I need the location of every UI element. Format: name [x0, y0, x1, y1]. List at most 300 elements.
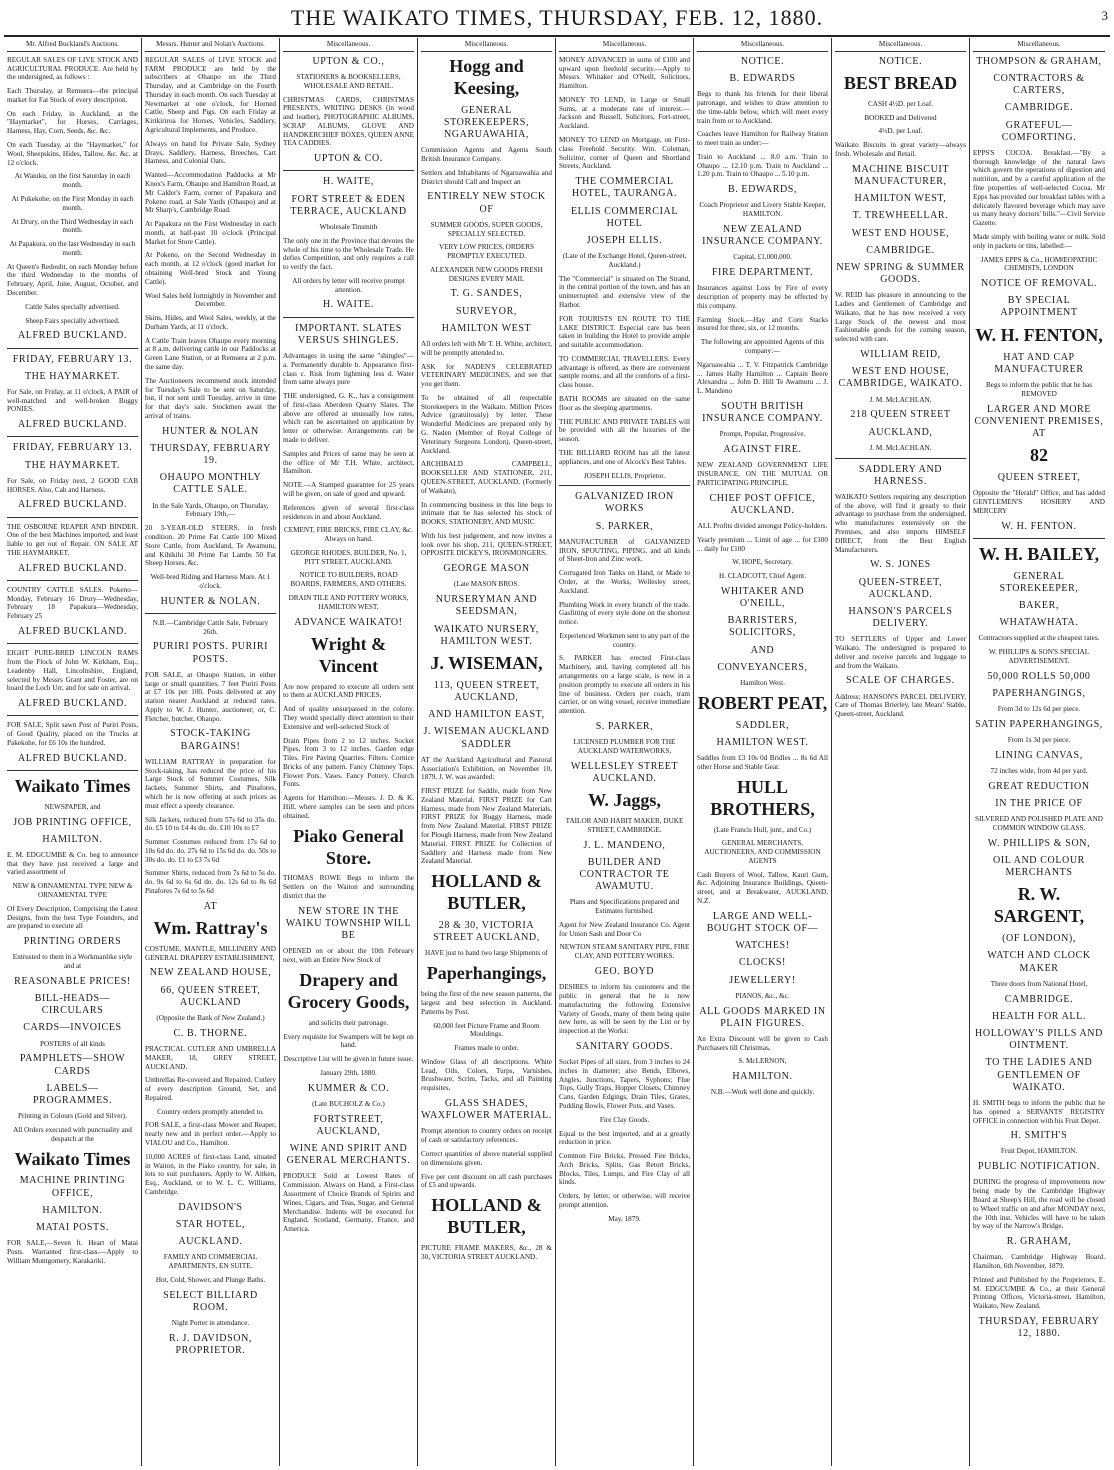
ad-text: JAMES EPPS & Co., HOMŒOPATHIC CHEMISTS, LONDON	[980, 255, 1098, 273]
column-7	[832, 38, 970, 1466]
ad-text: 113, QUEEN STREET, AUCKLAND,	[433, 679, 540, 704]
ad-text: STOCK-TAKING BARGAINS!	[170, 728, 251, 752]
ad-text: WHATAWHATA.	[999, 617, 1079, 629]
ad-text: Made simply with boiling water or milk. Sold only in packets or tins, labelled:—	[973, 232, 1105, 250]
ad-text: HOLLAND & BUTLER,	[431, 871, 542, 914]
ad-text: Insurances against Loss by Fire of every description of property may be effected by this company.	[697, 284, 828, 310]
column-heading: Miscellaneous.	[421, 38, 552, 52]
column-heading: Messrs. Hunter and Nolan's Auctions.	[145, 38, 276, 52]
ad-text: JOSEPH ELLIS, Proprietor.	[583, 471, 666, 480]
ad-text: FOR SALE,—Seven ft. Heart of Matai Posts. Warranted first-class.—Apply to William Montgomery, Karakariki.	[7, 1239, 138, 1265]
ad-text: BUILDER AND CONTRACTOR TE AWAMUTU.	[579, 856, 670, 893]
ad-text: IN THE PRICE OF	[995, 798, 1083, 810]
ad-text: Equal to the best imported, and at a greatly reduction in price.	[559, 1129, 690, 1147]
ad-text: Coaches leave Hamilton for Railway Station to meet train as under:—	[697, 130, 828, 148]
ad-text: AUCKLAND,	[868, 426, 933, 438]
column-3	[280, 38, 418, 1466]
ad-text: H. CLADCOTT, Chief Agent.	[719, 572, 806, 581]
column-heading: Miscellaneous.	[973, 38, 1105, 52]
ad-text: REGULAR SALES OF LIVE STOCK AND AGRICULTURAL PRODUCE. Are held by the undersigned, as follows :	[7, 55, 138, 82]
ad-separator	[835, 458, 966, 459]
ad-text: NEWSPAPER, and	[44, 802, 101, 811]
ad-text: LICENSED PLUMBER FOR THE AUCKLAND WATERWORKS,	[573, 738, 676, 755]
ad-text: N.B.—Cambridge Cattle Sale, February 26th.	[152, 618, 269, 636]
ad-text: (Opposite the Bank of New Zealand.)	[156, 1014, 265, 1023]
ad-text: UPTON & CO.,	[312, 55, 385, 67]
ad-text: OHAUPO MONTHLY CATTLE SALE.	[159, 472, 262, 496]
ad-text: FOR SALE, at Ohaupo Station, in either large or small quantities, 7 feet Puriri Posts at £7 10s per 100. Posts delivered at any station nearer Auckland at reduced rates. Apply to W. J. Hunter, auctioneer; or, C. Fletcher, butcher, Ohaupo.	[145, 670, 276, 723]
ad-separator	[973, 538, 1105, 539]
ad-text: BARRISTERS, SOLICITORS,	[727, 615, 798, 639]
ad-text: 28 & 30, VICTORIA STREET AUCKLAND,	[433, 920, 540, 944]
ad-text: Agents for Hamilton:—Messrs. J. D. & K. Hill, where samples can be seen and prices obtained.	[283, 794, 414, 820]
ad-text: Summer Shirts, reduced from 7s 6d to 5s do. do. 9s 6d to 6s 6d do. do. 12s 6d to 8s 6d Pinafores 7s 6d to 5s 6d	[145, 869, 276, 895]
ad-text: All Orders executed with punctuality and despatch at the	[13, 1125, 132, 1143]
ad-separator	[7, 715, 138, 716]
ad-text: AND HAMILTON EAST,	[428, 709, 545, 721]
ad-text: PICTURE FRAME MAKERS, &c., 28 & 30, VICTORIA STREET AUCKLAND.	[421, 1243, 552, 1261]
ad-text: FIRE DEPARTMENT.	[711, 267, 814, 279]
ad-text: ASK for NADEN'S CELEBRATED VETERINARY MEDICINES, and see that you get them.	[421, 362, 552, 389]
ad-text: J. M. McLACHLAN.	[869, 443, 932, 452]
ad-text: POSTERS of all kinds	[40, 1039, 105, 1048]
ad-text: Every requisite for Swampers will be kept on hand.	[283, 1032, 414, 1050]
ad-text: Prompt attention to country orders on receipt of cash or satisfactory references.	[421, 1127, 552, 1145]
ad-text: BOOKED and Delivered	[864, 113, 937, 122]
ad-text: DAVIDSON'S	[178, 1201, 243, 1213]
ad-text: WINE AND SPIRIT AND GENERAL MERCHANTS.	[286, 1143, 411, 1167]
ad-text: T. TREWHEELLAR.	[852, 210, 949, 222]
ad-text: ALFRED BUCKLAND.	[17, 752, 128, 764]
ad-text: J. M. McLACHLAN,	[869, 395, 932, 404]
ad-text: Capital, £1,000,000.	[733, 253, 792, 262]
ad-text: All orders left with Mr T. H. White, architect, will be promptly attended to.	[421, 340, 552, 357]
ad-text: In the Sale Yards, Ohaupo, on Thursday, February 19th,—	[152, 501, 269, 519]
ad-text: HAVE just to hand two large Shipments of	[425, 949, 548, 958]
ad-text: Cattle Sales specially advertised.	[25, 302, 120, 311]
ad-text: AGAINST FIRE.	[723, 444, 802, 456]
ad-text: In commencing business in this line begs to intimate that he has selected his stock of BOOKS, STATIONERY, AND MUSIC	[421, 500, 552, 527]
ad-text: Descriptive List will be given in future issue.	[283, 1055, 414, 1064]
ad-text: Socket Pipes of all sizes, from 3 inches to 24 inches in diameter; also Bends, Elbows, Angles, Junctions, Tapers, Syphons; Flue Tops, Gully Traps, Hopper Closets, Chimney Cans, Garden Edgings, Drain Tiles, Grates, Pudding Bowls, Flower Pots, and Vases.	[559, 1058, 690, 1110]
ad-text: Umbrellas Re-covered and Repaired. Cutlery of every description Ground, Set, and Repaired.	[145, 1076, 276, 1102]
ad-text: FAMILY AND COMMERCIAL APARTMENTS, EN SUITE.	[163, 1253, 258, 1271]
ad-text: MATAI POSTS.	[35, 1222, 110, 1234]
ad-text: Opposite the "Herald" Office, and has added GENTLEMEN'S HOSIERY AND MERCERY	[973, 489, 1105, 515]
ad-text: WATCH AND CLOCK MAKER	[987, 950, 1091, 974]
ad-text: R. W. SARGENT,	[993, 884, 1085, 927]
ad-text: B. EDWARDS,	[727, 184, 798, 196]
ad-text: DRAIN TILE AND POTTERY WORKS, HAMILTON WEST.	[288, 593, 409, 611]
ad-text: On each Friday, in Auckland, at the "Haymarket", for Horses, Carriages, Harness, Hay, Corn, Seeds, &c. &c.	[7, 109, 138, 136]
ad-text: HAMILTON.	[42, 833, 103, 845]
ad-text: To be obtained of all respectable Storekeepers in the Waikato. Million Prices Advice (gratuitously) by letter. These Wonderful Medicines are prepared only by G. Naden (Member of Royal College of Veterinary Surgeons London), Queen-street, Auckland.	[421, 393, 552, 455]
ad-text: OIL AND COLOUR MERCHANTS	[993, 855, 1085, 879]
ad-text: SUMMER GOODS, SUPER GOODS, SPECIALLY SELECTED.	[430, 220, 543, 238]
ad-text: LARGE AND WELL-BOUGHT STOCK OF—	[706, 910, 819, 934]
ad-text: NOTICE.	[878, 55, 923, 67]
ad-text: Silk Jackets, reduced from 57s 6d to 35s do. do. £5 10 to £4 4s do. do. £10 10s to £7	[145, 815, 276, 833]
ad-text: IMPORTANT. SLATES VERSUS SHINGLES.	[295, 322, 402, 346]
ad-separator	[7, 436, 138, 437]
ad-text: THE HAYMARKET.	[24, 459, 121, 471]
ad-separator	[7, 580, 138, 581]
column-5	[556, 38, 694, 1466]
column-8	[970, 38, 1108, 1466]
ad-text: Each Thursday, at Remuera—the principal market for Fat Stock of every description.	[7, 87, 138, 104]
ad-text: At Pokeno, on the Second Wednesday in each month, at 12 o'clock (good market for obtaining Well-bred Stock and Young Cattle).	[145, 251, 276, 286]
ad-text: Fruit Depot, HAMILTON.	[1000, 1147, 1078, 1156]
ad-text: Begs to thank his friends for their liberal patronage, and wishes to draw attention to the time-table below, which will meet every train from or to Auckland.	[697, 90, 828, 125]
ad-text: HAMILTON WEST	[441, 322, 532, 334]
ad-text: WAIKATO Settlers requiring any description of the above, will find it greatly to their advantage to purchase from the undersigned, who manufactures extensively on the Premises, and also imports HIMSELF DIRECT, from the Best English Manufacturers.	[835, 492, 966, 554]
ad-text: ALFRED BUCKLAND.	[17, 698, 128, 710]
ad-text: SADDLERY AND HARNESS.	[858, 463, 943, 487]
ad-text: At Waiuku, on the first Saturday in each month.	[14, 172, 131, 190]
ad-text: PAPERHANGINGS,	[992, 687, 1086, 699]
ad-text: Train to Auckland ... 8.0 a.m. Train to Ohaupo ... 12.10 p.m. Train to Auckland ... 1.20 p.m. Train to Ohaupo ... 5.10 p.m.	[697, 152, 828, 179]
ad-text: PURIRI POSTS. PURIRI POSTS.	[152, 641, 269, 665]
ad-text: SILVERED AND POLISHED PLATE AND COMMON WINDOW GLASS.	[975, 815, 1103, 833]
ad-text: WAIKATO NURSERY, HAMILTON WEST.	[434, 623, 539, 647]
ad-text: ADVANCE WAIKATO!	[294, 616, 403, 628]
ad-text: SADDLER,	[735, 719, 790, 731]
ad-text: At Pukekohe, on the First Monday in each month.	[11, 194, 134, 212]
columns-container	[4, 38, 1110, 1466]
ad-text: Five per cent discount on all cash purchases of £5 and upwards.	[421, 1172, 552, 1190]
ad-text: Waikato Biscuits in great variety—always fresh. Wholesale and Retail.	[835, 141, 966, 159]
ad-text: At Papakura, on the last Wednesday in each month.	[9, 240, 136, 257]
ad-text: DESIRES to inform his customers and the public in general that he is now manufacturing the following Extensive Variety of Goods, many of them being quite new here, as will be seen by the List or by inspection at the Works:	[559, 983, 690, 1036]
ad-text: Frames made to order.	[454, 1044, 519, 1053]
ad-separator	[7, 643, 138, 644]
ad-text: BY SPECIAL APPOINTMENT	[1000, 295, 1078, 319]
ad-text: THE PUBLIC AND PRIVATE TABLES will be provided with all the luxuries of the season.	[559, 417, 690, 444]
ad-text: CONTRACTORS & CARTERS,	[993, 72, 1085, 97]
ad-text: H. SMITH'S	[1010, 1130, 1068, 1142]
ad-text: Orders, by letter, or otherwise, will receive prompt attention.	[559, 1192, 690, 1209]
ad-text: For Sale, on Friday, at 11 o'clock, A PAIR of well-matched and well-broken Buggy PONIES.	[7, 387, 138, 414]
ad-text: N.B.—Work well done and quickly.	[710, 1088, 815, 1097]
ad-text: FOR TOURISTS EN ROUTE TO THE LAKE DISTRICT. Especial care has been taken in building the Hotel to provide ample and suitable accommodation.	[559, 314, 690, 350]
ad-text: EPPS'S COCOA. Breakfast.—"By a thorough knowledge of the natural laws which govern the operations of digestion and nutrition, and by a careful application of the fine properties of well-selected Cocoa, Mr Epps has provided our breakfast tables with a delicately flavored beverage which may save us many heavy doctors' bills."—Civil Service Gazette.	[973, 148, 1105, 228]
ad-text: REASONABLE PRICES!	[14, 975, 131, 987]
ad-text: NOTICE TO BUILDERS, ROAD BOARDS, FARMERS, AND OTHERS.	[290, 571, 407, 589]
ad-text: AUCKLAND.	[178, 1236, 243, 1248]
column-1	[4, 38, 142, 1466]
ad-text: And of quality unsurpassed in the colony. They would specially direct attention to their Extensive and well-selected Stock of	[283, 705, 414, 731]
ad-text: NOTE.—A Stamped guarantee for 25 years will be given, on sale of good and upward.	[283, 481, 414, 498]
ad-text: ALEXANDER NEW GOODS FRESH DESIGNS EVERY MAIL	[430, 265, 543, 283]
ad-text: W. H. FENTON.	[1001, 520, 1077, 532]
ad-text: SCALE OF CHARGES.	[846, 675, 955, 687]
ad-text: GENERAL MERCHANTS, AUCTIONEERS, AND COMMISSION AGENTS	[704, 839, 821, 865]
ad-text: THE COMMERCIAL HOTEL, TAURANGA.	[572, 176, 677, 200]
ad-text: Always on hand for Private Sale, Sydney Drays, Saddlery, Harness, Breeches, Cart Harness, and Colonial Oats.	[145, 139, 276, 166]
ad-text: QUEEN-STREET, AUCKLAND.	[858, 576, 943, 600]
ad-text: Corrugated Iron Tanks on Hand, or Made to Order, at the Works, Wellesley street, Auckland.	[559, 569, 690, 595]
ad-text: BILL-HEADS—CIRCULARS	[34, 993, 111, 1017]
ad-text: KUMMER & CO.	[307, 1082, 390, 1094]
ad-text: FOR SALE, a first-class Mower and Reaper, nearly new and in perfect order.—Apply to VIALOU and Co., Hamilton.	[145, 1121, 276, 1148]
ad-text: W. REID has pleasure in announcing to the Ladies and Gentlemen of Cambridge and Waikato, that he has now received a very Large Stock of the newest and most Fashionable goods for the coming season, selected with care.	[835, 291, 966, 344]
ad-text: CAMBRIDGE.	[1004, 102, 1074, 114]
ad-text: SELECT BILLIARD ROOM.	[163, 1289, 258, 1313]
ad-text: TAILOR AND HABIT MAKER, DUKE STREET, CAMBRIDGE.	[565, 816, 684, 834]
ad-text: MACHINE PRINTING OFFICE,	[19, 1175, 126, 1199]
ad-text: ALFRED BUCKLAND.	[17, 625, 128, 637]
ad-text: CONVEYANCERS,	[717, 661, 808, 673]
ad-text: HAMILTON.	[732, 1071, 793, 1083]
ad-text: S. PARKER,	[595, 520, 654, 532]
ad-text: Wholesale Tinsmith	[319, 222, 378, 231]
column-heading: Miscellaneous.	[283, 38, 414, 52]
ad-text: J. L. MANDENO,	[583, 839, 666, 851]
column-6	[694, 38, 832, 1466]
ad-text: Printing in Colours (Gold and Silver).	[17, 1112, 127, 1121]
ad-text: ALFRED BUCKLAND.	[17, 562, 128, 574]
ad-text: Commission Agents and Agents South British Insurance Company.	[421, 146, 552, 164]
ad-text: Waikato Times	[14, 775, 131, 796]
ad-separator	[7, 770, 138, 771]
ad-text: HAMILTON.	[42, 1204, 103, 1216]
ad-text: BATH ROOMS are situated on the same floor as the sleeping apartments.	[559, 395, 690, 412]
ad-text: GRATEFUL—COMFORTING.	[1001, 119, 1077, 143]
ad-text: PRACTICAL CUTLER AND UMBRELLA MAKER, 18, GREY STREET, AUCKLAND.	[145, 1045, 276, 1071]
ad-text: SURVEYOR,	[456, 305, 517, 317]
ad-text: THURSDAY, FEBRUARY 19.	[150, 442, 271, 467]
ad-text: Saddles from £3 10s 0d Bridles ... 8s 6d All other Horse and Stable Gear.	[697, 754, 828, 771]
ad-text: CASH 4½D. per Loaf.	[867, 99, 934, 108]
ad-text: MANUFACTURER of GALVANIZED IRON, SPOUTING, PIPING, and all kinds of Sheet-Iron and Zinc work.	[559, 537, 690, 564]
ad-text: Prompt, Popular, Progressive.	[719, 430, 806, 439]
ad-text: At Papakura on the First Wednesday in each month, at half-past 10 o'clock (Principal Market for Store Cattle).	[145, 220, 276, 246]
ad-text: NOTICE OF REMOVAL.	[981, 278, 1097, 290]
ad-text: 82	[1030, 445, 1048, 466]
ad-text: ALFRED BUCKLAND.	[17, 330, 128, 342]
ad-text: HOLLOWAY'S PILLS AND OINTMENT.	[975, 1028, 1103, 1052]
ad-text: Hamilton West.	[740, 678, 785, 687]
ad-text: W. H. BAILEY,	[978, 543, 1100, 564]
ad-text: Contractors supplied at the cheapest rates.	[978, 634, 1100, 643]
ad-text: WATCHES!	[735, 940, 790, 952]
ad-text: WILLIAM RATTRAY in preparation for Stock-taking, has reduced the price of his Large Stock of Summer Costumes, Silk Jackets, Summer Shirts, and Pinafores, which he is now offering at such prices as must effect a speedy clearance.	[145, 757, 276, 810]
ad-text: SOUTH BRITISH INSURANCE COMPANY.	[702, 400, 823, 425]
page-number: 3	[1101, 8, 1108, 23]
ad-text: Piako General Store.	[293, 825, 404, 868]
ad-text: 60,000 feet Picture Frame and Room Mouldings.	[433, 1021, 540, 1039]
ad-text: The "Commercial" is situated on The Strand, in the central portion of the town, and has an uninterrupted and extensive view of the Harbor.	[559, 274, 690, 309]
ad-text: (Late of the Exchange Hotel, Queen-street, Auckland.)	[562, 252, 687, 269]
ad-text: Common Fire Bricks, Pressed Fire Bricks, Arch Bricks, Splits, Gas Retort Bricks, Blocks, Tiles, Lumps, and Fire Clay of all kinds.	[559, 1152, 690, 1187]
ad-text: HAT AND CAP MANUFACTURER	[994, 351, 1084, 375]
ad-text: Skins, Hides, and Wool Sales, weekly, at the Durham Yards, at 11 o'clock.	[145, 314, 276, 331]
ad-text: 20 3-YEAR-OLD STEERS, in fresh condition. 20 Prime Fat Cattle 100 Mixed Store Cattle, from Auckland, Te Awamutu, and Kihikihi 30 Prime Fat Lambs 50 Fat Sheep Horses, &c.	[145, 524, 276, 568]
ad-text: HAMILTON WEST.	[716, 736, 809, 748]
ad-text: and solicits their patronage.	[308, 1018, 389, 1027]
ad-text: Ngaruawahia ... T. V. Fitzpatrick Cambridge ... James Hally Hamilton ... Captain Beere Alexandra ... John D. Hill Te Awamutu ... J. L. Mandeno	[697, 360, 828, 396]
ad-text: H. WAITE,	[322, 176, 375, 188]
ad-text: JOSEPH ELLIS.	[586, 234, 663, 246]
ad-text: FIRST PRIZE for Saddle, made from New Zealand Material. FIRST PRIZE for Cart Harness, made from New Zealand Materials. FIRST PRIZE for Buggy Harness, made from New Zealand Material. FIRST PRIZE for Plough Harness, made from New Zealand Material. FIRST PRIZE for Collection of Saddlery and Harness made from New Zealand Material.	[421, 787, 552, 866]
column-4	[418, 38, 556, 1466]
ad-text: FRIDAY, FEBRUARY 13.	[12, 353, 133, 365]
ad-text: PUBLIC NOTIFICATION.	[978, 1161, 1100, 1173]
ad-text: NEW & ORNAMENTAL TYPE NEW & ORNAMENTAL TYPE	[12, 882, 133, 900]
ad-separator	[559, 485, 690, 486]
ad-text: Experienced Workmen sent to any part of the country.	[559, 631, 690, 649]
ad-text: MACHINE BISCUIT MANUFACTURER,	[851, 163, 950, 188]
ad-text: ELLIS COMMERCIAL HOTEL	[570, 205, 679, 229]
ad-text: MONEY TO LEND on Mortgage, on First-class Freehold Security. Wm. Coleman, Solicitor, corner of Queen and Shortland Streets, Auckland.	[559, 136, 690, 171]
ad-text: Wanted—Accommodation Paddocks at Mr Knox's Farm, Ohaupo and Hamilton Road, at Mr Calder's Farm, corner of Papakura and Pokeno road, at Sale Yards (Ohaupo) and at Mr Sharp's, Cambridge Road.	[145, 171, 276, 215]
ad-text: Begs to inform the public that he has REMOVED	[986, 380, 1092, 398]
ad-text: W. PHILLIPS & SON'S SPECIAL ADVERTISEMENT.	[988, 648, 1090, 666]
ad-text: HAMILTON WEST,	[854, 193, 947, 205]
ad-text: NEW ZEALAND INSURANCE COMPANY.	[702, 223, 823, 248]
ad-text: Agent for New Zealand Insurance Co. Agent for Union Sash and Door Co	[559, 920, 690, 938]
ad-text: COUNTRY CATTLE SALES. Pokeno—Monday, February 16 Drury—Wednesday, February 18 Papakura—Wednesday, February 25	[7, 585, 138, 621]
ad-text: CARDS—INVOICES	[23, 1022, 122, 1034]
ad-text: 50,000 ROLLS 50,000	[987, 670, 1091, 682]
ad-text: W. H. FENTON,	[975, 324, 1103, 345]
column-heading: Miscellaneous.	[559, 38, 690, 52]
ad-text: Window Glass of all descriptions. White Lead, Oils, Colors, Turps, Varnishes, Brushware, Scrim, Tacks, and all Painting requisites.	[421, 1057, 552, 1093]
ad-text: ROBERT PEAT,	[697, 692, 828, 713]
ad-text: LABELS—PROGRAMMES.	[32, 1082, 113, 1106]
ad-text: At Drury, on the Third Wednesday in each month.	[11, 217, 134, 235]
ad-text: GLASS SHADES, WAXFLOWER MATERIAL.	[421, 1098, 552, 1122]
ad-text: JOB PRINTING OFFICE,	[13, 816, 132, 828]
ad-text: UPTON & CO.	[314, 153, 383, 165]
ad-text: Are now prepared to execute all orders sent to them at AUCKLAND PRICES,	[283, 682, 414, 700]
ad-text: WILLIAM REID,	[860, 349, 941, 361]
ad-text: Farming Stock.—Hay and Corn Stacks insured for three, six, or 12 months.	[697, 315, 828, 333]
ad-text: Wright & Vincent	[310, 633, 387, 676]
ad-text: MONEY ADVANCED in sums of £100 and upward upon freehold security.—Apply to Messrs. Whitaker and O'Neill, Solicitors, Hamilton.	[559, 55, 690, 91]
ad-text: B. EDWARDS	[729, 72, 796, 84]
ad-text: NEWTON STEAM SANITARY PIPE, FIRE CLAY, AND POTTERY WORKS.	[559, 943, 690, 961]
ad-text: From 1s 3d per piece.	[1007, 736, 1071, 745]
ad-text: 72 inches wide, from 4d per yard.	[990, 767, 1088, 776]
ad-text: Entrusted to them in a Workmanlike style and at	[12, 953, 133, 971]
ad-text: FORTSTREET, AUCKLAND,	[313, 1113, 384, 1137]
ad-text: CAMBRIDGE.	[866, 244, 935, 256]
ad-text: Summer Costumes reduced from 17s 6d to 10s 6d do. do. 27s 6d to 15s 6d do. do. 50s to 30s do. do. £1 to £3 7s 6d	[145, 838, 276, 864]
ad-text: S. PARKER has erected First-class Machinery, and, having completed all his arrangements on a large scale, is now in a position promptly to execute all orders in his line of business. Orders per coach, tram carrier, or on wing vessel, receive immediate attention.	[559, 654, 690, 716]
ad-text: Printed and Published by the Proprietors, E. M. EDGCUMBE & Co., at their General Printing Offices, Victoria-street, Hamilton, Waikato, New Zealand.	[973, 1275, 1105, 1311]
ad-text: WELLESLEY STREET AUCKLAND.	[570, 760, 679, 784]
ad-text: E. M. EDGCUMBE & Co. beg to announce that they have just received a large and varied assortment of	[7, 850, 138, 877]
ad-text: LARGER AND MORE CONVENIENT PREMISES, AT	[974, 403, 1104, 439]
ad-text: NOTICE.	[740, 55, 785, 67]
ad-text: REGULAR SALES of LIVE STOCK and FARM PRODUCE are held by the subscribers at Ohaupo on the Third Thursday, and at Cambridge on the Fourth Thursday in each month. On each Tuesday at Newmarket at one o'clock, for Horned Cattle, Sheep and Pigs. On each Friday at Kirikiriroa for Horses, Vehicles, Saddlery, Agricultural Implements, and Produce.	[145, 55, 276, 135]
ad-text: ALFRED BUCKLAND.	[17, 419, 128, 431]
ad-text: H. WAITE.	[322, 299, 375, 311]
ad-text: JEWELLERY!	[729, 974, 796, 986]
ad-text: COSTUME, MANTLE, MILLINERY AND GENERAL DRAPERY ESTABLISHMENT,	[145, 944, 276, 962]
ad-text: Wm. Rattray's	[153, 917, 268, 938]
ad-text: BAKER,	[1019, 600, 1059, 612]
masthead-title: THE WAIKATO TIMES, THURSDAY, FEB. 12, 1880.	[290, 5, 824, 30]
ad-text: Drapery and Grocery Goods,	[287, 969, 410, 1012]
ad-text: W. S. JONES	[870, 559, 931, 571]
ad-text: HEALTH FOR ALL.	[992, 1010, 1086, 1022]
ad-text: Settlers and Inhabitants of Ngaruawahia and District should Call and Inspect an	[421, 168, 552, 186]
ad-text: NEW ZEALAND HOUSE,	[149, 967, 272, 979]
ad-text: On each Tuesday, at the "Haymarket," for Wool, Sheepskins, Hides, Tallow, &c. &c. at 12 o'clock.	[7, 141, 138, 167]
ad-text: MONEY TO LEND, in Large or Small Sums, at a moderate rate of interest.—Jackson and Russell, Solicitors, Fort-street, Auckland.	[559, 95, 690, 131]
ad-text: ALL GOODS MARKED IN PLAIN FIGURES.	[699, 1005, 826, 1029]
ad-text: S. PARKER,	[595, 720, 654, 732]
ad-text: Correct quantities of above material supplied on dimensions given.	[421, 1149, 552, 1167]
ad-separator	[283, 317, 414, 318]
ad-text: Advantages in using the same "shingles"— a. Permanently durable b. Appearance first-class c. Risk from lightning less d. Water from same always pure	[283, 352, 414, 387]
ad-text: T. G. SANDES,	[450, 288, 523, 300]
ad-text: Paperhangings,	[426, 963, 547, 984]
ad-text: S. McLERNON,	[738, 1057, 787, 1066]
ad-text: Plans and Specifications prepared and Estimates furnished.	[569, 898, 680, 916]
ad-separator	[7, 517, 138, 518]
ad-text: Yearly premium ... Limit of age ... for £100 ... daily for £100	[697, 535, 828, 553]
ad-text: The only one in the Province that devotes the whole of his time to the Wholesale Trade. He defies Competition, and only requires a call to verify the fact.	[283, 236, 414, 272]
ad-separator	[145, 613, 276, 614]
ad-text: (Late Francis Hull, junr., and Co.)	[713, 825, 812, 834]
ad-text: J. WISEMAN,	[430, 652, 543, 673]
ad-text: CAMBRIDGE.	[1004, 993, 1074, 1005]
ad-text: STAR HOTEL,	[175, 1218, 246, 1230]
ad-separator	[7, 348, 138, 349]
ad-text: NEW SPRING & SUMMER GOODS.	[836, 261, 965, 286]
ad-text: All orders by letter will receive prompt attention.	[292, 276, 405, 294]
ad-text: STATIONERS & BOOKSELLERS, WHOLESALE AND RETAIL.	[296, 72, 401, 90]
ad-text: J. WISEMAN AUCKLAND SADDLER	[423, 726, 550, 750]
ad-text: With his best judgement, and now invites a look over his shop, 211, QUEEN-STREET, OPPOSITE DICKEY'S, IRONMONGERS.	[421, 531, 552, 558]
ad-text: GEORGE RHODES, BUILDER, No. 1, PITT STREET, AUCKLAND.	[290, 548, 407, 566]
ad-text: Night Porter in attendance.	[171, 1319, 250, 1328]
ad-text: 10,000 ACRES of first-class Land, situated in Waiton, in the Piako country, for sale, in lots to suit purchasers. Apply to W. Aitken, Esq., Auckland, or to W. L. C. Williams, Cambridge.	[145, 1152, 276, 1196]
ad-text: From 3d to 12s 6d per piece.	[997, 705, 1081, 714]
ad-text: HOLLAND & BUTLER,	[431, 1195, 542, 1238]
ad-text: Hogg and Keesing,	[449, 55, 524, 98]
ad-text: ARCHIBALD CAMPBELL, BOOKSELLER AND STATIONER, 211, QUEEN-STREET, AUCKLAND, (Formerly of Waikato),	[421, 460, 552, 495]
ad-text: TO COMMERCIAL TRAVELLERS. Every advantage is offered, as there are convenient sample rooms, and all the comforts of a first-class house.	[559, 354, 690, 390]
column-heading: Miscellaneous.	[697, 38, 828, 52]
ad-text: Cash Buyers of Wool, Tallow, Kauri Gum, &c. Adjoining Insurance Buildings, Queen-street, and at Breakwater, AUCKLAND, N.Z.	[697, 870, 828, 906]
masthead-rule	[4, 35, 1110, 37]
ad-text: WEST END HOUSE, CAMBRIDGE, WAIKATO.	[838, 366, 963, 390]
ad-text: C. B. THORNE.	[173, 1027, 248, 1039]
ad-text: Address: HANSON'S PARCEL DELIVERY, Care of Thomas Brierley, late Mears' Stable, Queen-street, Auckland.	[835, 692, 966, 719]
ad-text: CHRISTMAS CARDS, CHRISTMAS PRESENTS, WRITING DESKS (in wood and leather), PHOTOGRAPHIC ALBUMS, SCRAP ALBUMS, GLOVE AND HANDKERCHIEF BOXES, QUEEN ANNE TEA CADDIES.	[283, 95, 414, 148]
ad-text: FRIDAY, FEBRUARY 13.	[12, 442, 133, 454]
ad-text: Of Every Description, Comprising the Latest Designs, from the best Type Founders, and are prepared to execute all	[7, 904, 138, 931]
ad-text: 218 QUEEN STREET	[850, 409, 951, 421]
ad-text: (Late BUCHOLZ & Co.)	[312, 1099, 385, 1108]
ad-text: SATIN PAPERHANGINGS,	[975, 718, 1103, 730]
ad-text: HUNTER & NOLAN	[162, 425, 259, 437]
ad-text: Hot, Cold, Shower, and Plunge Baths.	[155, 1275, 266, 1284]
column-heading: Miscellaneous.	[835, 38, 966, 52]
ad-text: (Late MASON BROS.	[453, 580, 520, 589]
ad-text: NEW STORE IN THE WAIKU TOWNSHIP WILL BE	[285, 905, 412, 942]
ad-text: AT the Auckland Agricultural and Pastoral Association's Exhibition, on November 10, 1879, J. W. was awarded:	[421, 755, 552, 782]
ad-text: TO SETTLERS of Upper and Lower Waikato. The undersigned is prepared to deliver and receive parcels and luggage to and from the Waikato.	[835, 635, 966, 670]
ad-separator	[283, 170, 414, 171]
ad-text: GEORGE MASON	[443, 563, 530, 575]
ad-text: 4½D. per Loaf.	[878, 127, 923, 136]
ad-text: FORT STREET & EDEN TERRACE, AUCKLAND	[290, 193, 407, 217]
